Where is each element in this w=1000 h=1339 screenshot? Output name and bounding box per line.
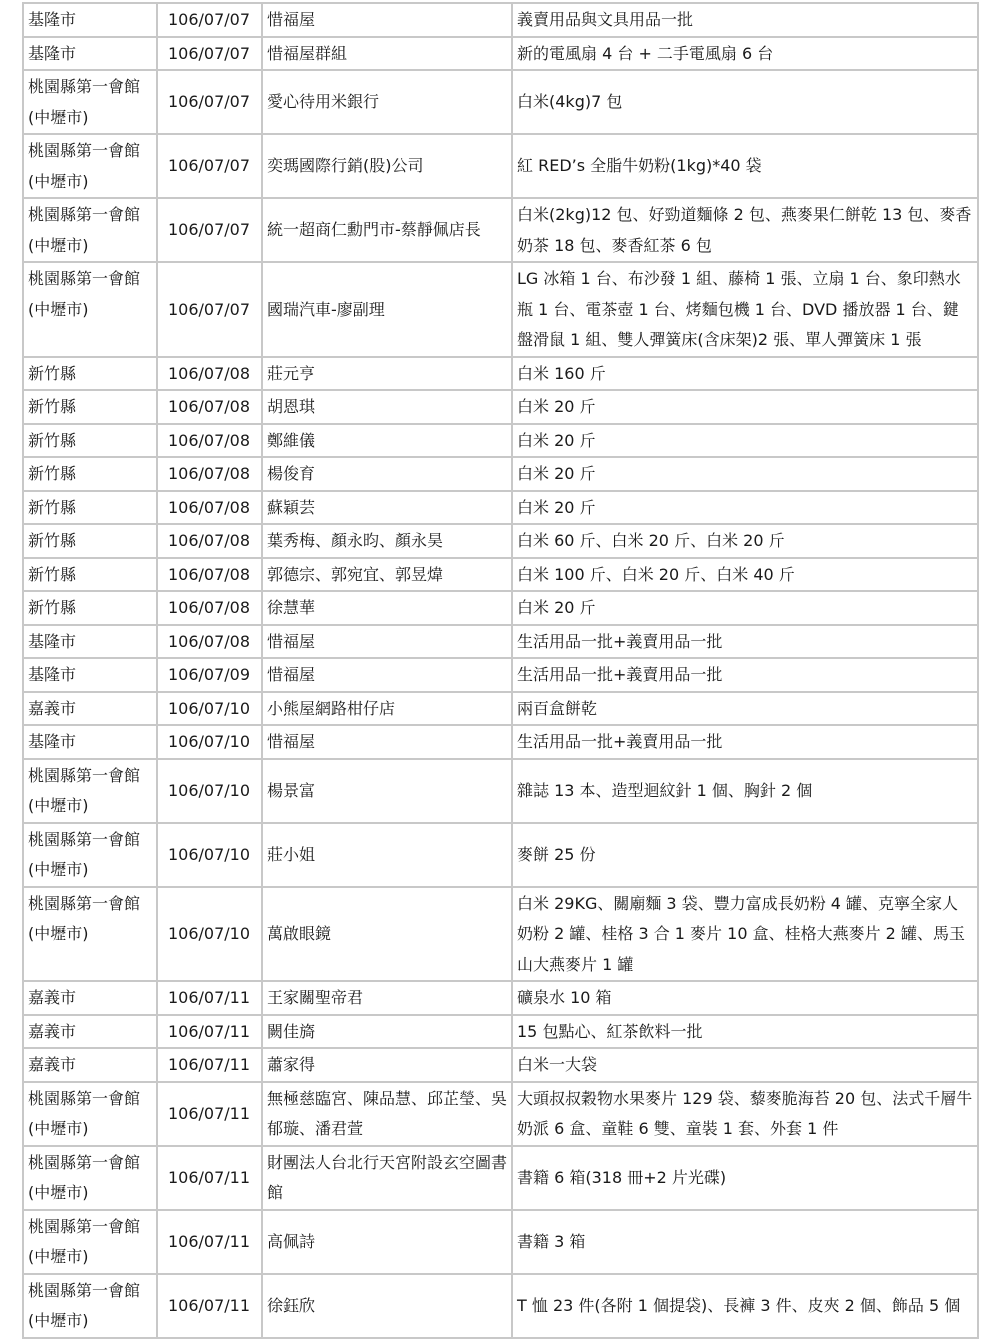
table-row bbox=[23, 759, 978, 823]
region-cell: 新竹縣 bbox=[23, 558, 157, 592]
items-cell: 白米 29KG、關廟麵 3 袋、豐力富成長奶粉 4 罐、克寧全家人奶粉 2 罐、桂格 3 合 1 麥片 10 盒、桂格大燕麥片 2 罐、馬玉山大燕麥片 1 罐 bbox=[512, 887, 978, 982]
region-cell: 桃園縣第一會館(中壢市) bbox=[23, 262, 157, 357]
region-cell: 桃園縣第一會館(中壢市) bbox=[23, 1082, 157, 1146]
donor-cell: 莊元亨 bbox=[262, 357, 512, 391]
items-cell: 白米一大袋 bbox=[512, 1048, 978, 1082]
region-cell: 基隆市 bbox=[23, 725, 157, 759]
date-cell: 106/07/08 bbox=[157, 357, 262, 391]
table-row bbox=[23, 262, 978, 357]
region-cell: 基隆市 bbox=[23, 658, 157, 692]
region-cell: 桃園縣第一會館(中壢市) bbox=[23, 134, 157, 198]
table-row bbox=[23, 134, 978, 198]
items-cell: 生活用品一批+義賣用品一批 bbox=[512, 625, 978, 659]
donor-cell: 楊俊育 bbox=[262, 457, 512, 491]
donor-cell: 葉秀梅、顏永昀、顏永昊 bbox=[262, 524, 512, 558]
region-cell: 新竹縣 bbox=[23, 457, 157, 491]
region-cell: 嘉義市 bbox=[23, 1015, 157, 1049]
items-cell: 義賣用品與文具用品一批 bbox=[512, 3, 978, 37]
region-cell: 新竹縣 bbox=[23, 524, 157, 558]
table-row bbox=[23, 887, 978, 982]
date-cell: 106/07/10 bbox=[157, 823, 262, 887]
items-cell: 兩百盒餅乾 bbox=[512, 692, 978, 726]
table-row bbox=[23, 558, 978, 592]
date-cell: 106/07/07 bbox=[157, 134, 262, 198]
region-cell: 新竹縣 bbox=[23, 424, 157, 458]
table-row bbox=[23, 1210, 978, 1274]
table-row bbox=[23, 692, 978, 726]
date-cell: 106/07/07 bbox=[157, 37, 262, 71]
region-cell: 桃園縣第一會館(中壢市) bbox=[23, 1210, 157, 1274]
table-row bbox=[23, 658, 978, 692]
items-cell: 白米 20 斤 bbox=[512, 424, 978, 458]
donor-cell: 財團法人台北行天宮附設玄空圖書館 bbox=[262, 1146, 512, 1210]
donor-cell: 蕭家得 bbox=[262, 1048, 512, 1082]
donor-cell: 郭德宗、郭宛宜、郭昱煒 bbox=[262, 558, 512, 592]
donation-table bbox=[22, 2, 979, 1339]
table-row bbox=[23, 357, 978, 391]
donor-cell: 鄭維儀 bbox=[262, 424, 512, 458]
items-cell: 白米 20 斤 bbox=[512, 591, 978, 625]
date-cell: 106/07/08 bbox=[157, 424, 262, 458]
donor-cell: 奕瑪國際行銷(股)公司 bbox=[262, 134, 512, 198]
donor-cell: 蘇穎芸 bbox=[262, 491, 512, 525]
table-row bbox=[23, 591, 978, 625]
table-row bbox=[23, 725, 978, 759]
region-cell: 桃園縣第一會館(中壢市) bbox=[23, 887, 157, 982]
donor-cell: 王家關聖帝君 bbox=[262, 981, 512, 1015]
items-cell: 生活用品一批+義賣用品一批 bbox=[512, 658, 978, 692]
donor-cell: 國瑞汽車-廖副理 bbox=[262, 262, 512, 357]
table-row bbox=[23, 70, 978, 134]
date-cell: 106/07/08 bbox=[157, 591, 262, 625]
items-cell: 15 包點心、紅茶飲料一批 bbox=[512, 1015, 978, 1049]
region-cell: 嘉義市 bbox=[23, 692, 157, 726]
region-cell: 嘉義市 bbox=[23, 981, 157, 1015]
donor-cell: 楊景富 bbox=[262, 759, 512, 823]
items-cell: 雜誌 13 本、造型迴紋針 1 個、胸針 2 個 bbox=[512, 759, 978, 823]
items-cell: 生活用品一批+義賣用品一批 bbox=[512, 725, 978, 759]
table-row bbox=[23, 1274, 978, 1338]
date-cell: 106/07/08 bbox=[157, 457, 262, 491]
table-row bbox=[23, 1146, 978, 1210]
donor-cell: 高佩詩 bbox=[262, 1210, 512, 1274]
donor-cell: 小熊屋網路柑仔店 bbox=[262, 692, 512, 726]
donor-cell: 統一超商仁勳門市-蔡靜佩店長 bbox=[262, 198, 512, 262]
date-cell: 106/07/08 bbox=[157, 558, 262, 592]
items-cell: 白米 20 斤 bbox=[512, 491, 978, 525]
donor-cell: 徐鈺欣 bbox=[262, 1274, 512, 1338]
table-row bbox=[23, 625, 978, 659]
donor-cell: 徐慧華 bbox=[262, 591, 512, 625]
table-row bbox=[23, 3, 978, 37]
items-cell: 白米(2kg)12 包、好勁道麵條 2 包、燕麥果仁餅乾 13 包、麥香奶茶 18 包、麥香紅茶 6 包 bbox=[512, 198, 978, 262]
region-cell: 基隆市 bbox=[23, 37, 157, 71]
date-cell: 106/07/11 bbox=[157, 1015, 262, 1049]
items-cell: 白米 20 斤 bbox=[512, 457, 978, 491]
table-row bbox=[23, 37, 978, 71]
date-cell: 106/07/08 bbox=[157, 491, 262, 525]
region-cell: 桃園縣第一會館(中壢市) bbox=[23, 1146, 157, 1210]
items-cell: 紅 RED’s 全脂牛奶粉(1kg)*40 袋 bbox=[512, 134, 978, 198]
date-cell: 106/07/11 bbox=[157, 1048, 262, 1082]
items-cell: LG 冰箱 1 台、布沙發 1 組、藤椅 1 張、立扇 1 台、象印熱水瓶 1 台、電茶壺 1 台、烤麵包機 1 台、DVD 播放器 1 台、鍵盤滑鼠 1 組、雙人彈簧床(含床架)2 張、單人彈簧床 1 張 bbox=[512, 262, 978, 357]
region-cell: 新竹縣 bbox=[23, 591, 157, 625]
region-cell: 基隆市 bbox=[23, 625, 157, 659]
items-cell: 白米 160 斤 bbox=[512, 357, 978, 391]
region-cell: 新竹縣 bbox=[23, 357, 157, 391]
donor-cell: 闕佳旖 bbox=[262, 1015, 512, 1049]
table-row bbox=[23, 1082, 978, 1146]
region-cell: 桃園縣第一會館(中壢市) bbox=[23, 198, 157, 262]
donor-cell: 無極慈臨宮、陳品慧、邱芷瑩、吳郁璇、潘君萱 bbox=[262, 1082, 512, 1146]
date-cell: 106/07/11 bbox=[157, 1146, 262, 1210]
donation-table-body bbox=[23, 3, 978, 1338]
items-cell: 書籍 6 箱(318 冊+2 片光碟) bbox=[512, 1146, 978, 1210]
items-cell: 新的電風扇 4 台 + 二手電風扇 6 台 bbox=[512, 37, 978, 71]
date-cell: 106/07/08 bbox=[157, 625, 262, 659]
region-cell: 新竹縣 bbox=[23, 491, 157, 525]
donor-cell: 惜福屋 bbox=[262, 3, 512, 37]
items-cell: T 恤 23 件(各附 1 個提袋)、長褲 3 件、皮夾 2 個、飾品 5 個 bbox=[512, 1274, 978, 1338]
table-row bbox=[23, 390, 978, 424]
items-cell: 白米 100 斤、白米 20 斤、白米 40 斤 bbox=[512, 558, 978, 592]
donor-cell: 萬啟眼鏡 bbox=[262, 887, 512, 982]
region-cell: 桃園縣第一會館(中壢市) bbox=[23, 70, 157, 134]
region-cell: 桃園縣第一會館(中壢市) bbox=[23, 759, 157, 823]
donor-cell: 愛心待用米銀行 bbox=[262, 70, 512, 134]
donation-list bbox=[22, 2, 979, 1339]
date-cell: 106/07/11 bbox=[157, 1274, 262, 1338]
items-cell: 大頭叔叔穀物水果麥片 129 袋、藜麥脆海苔 20 包、法式千層牛奶派 6 盒、童鞋 6 雙、童裝 1 套、外套 1 件 bbox=[512, 1082, 978, 1146]
date-cell: 106/07/07 bbox=[157, 70, 262, 134]
items-cell: 白米(4kg)7 包 bbox=[512, 70, 978, 134]
date-cell: 106/07/08 bbox=[157, 524, 262, 558]
table-row bbox=[23, 424, 978, 458]
region-cell: 嘉義市 bbox=[23, 1048, 157, 1082]
items-cell: 書籍 3 箱 bbox=[512, 1210, 978, 1274]
donor-cell: 莊小姐 bbox=[262, 823, 512, 887]
items-cell: 白米 60 斤、白米 20 斤、白米 20 斤 bbox=[512, 524, 978, 558]
date-cell: 106/07/09 bbox=[157, 658, 262, 692]
donor-cell: 惜福屋 bbox=[262, 658, 512, 692]
table-row bbox=[23, 823, 978, 887]
date-cell: 106/07/11 bbox=[157, 1082, 262, 1146]
date-cell: 106/07/10 bbox=[157, 692, 262, 726]
donor-cell: 惜福屋群組 bbox=[262, 37, 512, 71]
table-row bbox=[23, 198, 978, 262]
donor-cell: 惜福屋 bbox=[262, 625, 512, 659]
date-cell: 106/07/07 bbox=[157, 262, 262, 357]
table-row bbox=[23, 981, 978, 1015]
table-row bbox=[23, 491, 978, 525]
table-row bbox=[23, 524, 978, 558]
date-cell: 106/07/11 bbox=[157, 1210, 262, 1274]
date-cell: 106/07/08 bbox=[157, 390, 262, 424]
table-row bbox=[23, 457, 978, 491]
region-cell: 新竹縣 bbox=[23, 390, 157, 424]
region-cell: 基隆市 bbox=[23, 3, 157, 37]
date-cell: 106/07/10 bbox=[157, 887, 262, 982]
date-cell: 106/07/10 bbox=[157, 725, 262, 759]
donor-cell: 胡恩琪 bbox=[262, 390, 512, 424]
date-cell: 106/07/11 bbox=[157, 981, 262, 1015]
date-cell: 106/07/10 bbox=[157, 759, 262, 823]
table-row bbox=[23, 1015, 978, 1049]
items-cell: 白米 20 斤 bbox=[512, 390, 978, 424]
date-cell: 106/07/07 bbox=[157, 198, 262, 262]
region-cell: 桃園縣第一會館(中壢市) bbox=[23, 823, 157, 887]
items-cell: 礦泉水 10 箱 bbox=[512, 981, 978, 1015]
date-cell: 106/07/07 bbox=[157, 3, 262, 37]
items-cell: 麥餅 25 份 bbox=[512, 823, 978, 887]
region-cell: 桃園縣第一會館(中壢市) bbox=[23, 1274, 157, 1338]
table-row bbox=[23, 1048, 978, 1082]
donor-cell: 惜福屋 bbox=[262, 725, 512, 759]
